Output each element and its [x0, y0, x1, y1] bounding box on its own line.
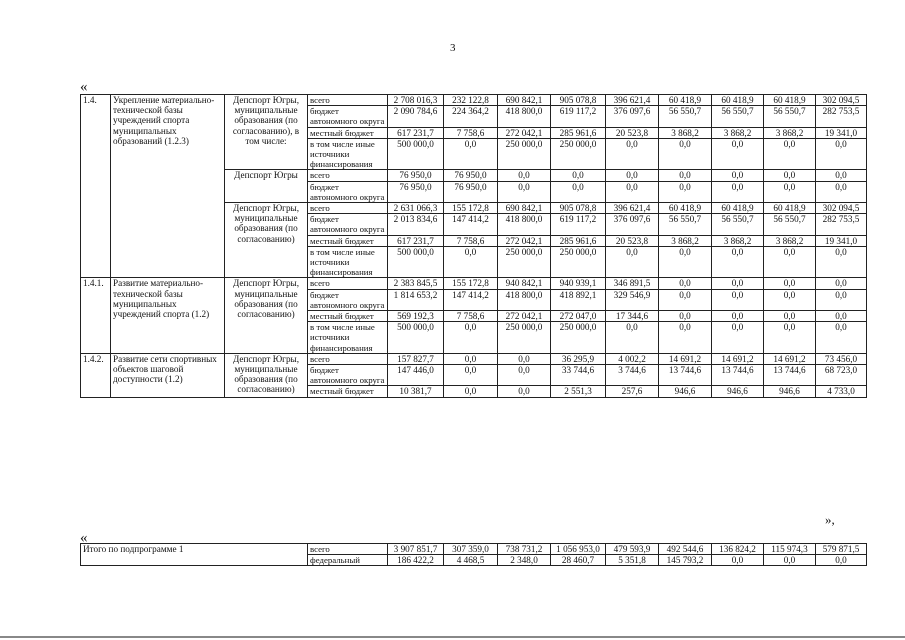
amount-cell: 257,6 [606, 386, 659, 397]
amount-cell: 14 691,2 [764, 353, 816, 364]
amount-cell: 0,0 [498, 353, 551, 364]
amount-cell: 500 000,0 [388, 138, 444, 170]
amount-cell: 0,0 [764, 555, 816, 566]
amount-cell: 302 094,5 [816, 203, 867, 214]
funding-source: всего [308, 278, 388, 289]
amount-cell: 396 621,4 [606, 203, 659, 214]
funding-source: федеральный [308, 555, 388, 566]
item-code: 1.4.2. [81, 353, 111, 397]
amount-cell: 147 414,2 [444, 214, 498, 235]
amount-cell: 0,0 [659, 322, 712, 354]
amount-cell: 617 231,7 [388, 127, 444, 138]
amount-cell: 56 550,7 [764, 106, 816, 127]
amount-cell: 19 341,0 [816, 235, 867, 246]
amount-cell: 0,0 [712, 181, 764, 202]
amount-cell: 0,0 [444, 138, 498, 170]
amount-cell: 250 000,0 [498, 322, 551, 354]
amount-cell: 2 708 016,3 [388, 95, 444, 106]
amount-cell: 250 000,0 [498, 246, 551, 278]
amount-cell: 0,0 [712, 278, 764, 289]
program-funding-table [80, 94, 867, 398]
amount-cell: 0,0 [659, 246, 712, 278]
amount-cell: 569 192,3 [388, 311, 444, 322]
amount-cell: 479 593,9 [606, 544, 659, 555]
amount-cell: 13 744,6 [659, 365, 712, 386]
opening-quote-mark-2: « [80, 530, 88, 546]
funding-source: всего [308, 203, 388, 214]
amount-cell: 2 631 066,3 [388, 203, 444, 214]
amount-cell: 20 523,8 [606, 127, 659, 138]
amount-cell: 285 961,6 [551, 235, 606, 246]
amount-cell: 2 013 834,6 [388, 214, 444, 235]
amount-cell: 1 814 653,2 [388, 289, 444, 310]
amount-cell: 0,0 [764, 246, 816, 278]
amount-cell: 4 002,2 [606, 353, 659, 364]
amount-cell: 147 414,2 [444, 289, 498, 310]
item-name: Укрепление материально-технической базы учреждений спорта муниципальных образований (1.2.3) [111, 95, 225, 278]
amount-cell: 3 907 851,7 [388, 544, 444, 555]
amount-cell: 376 097,6 [606, 214, 659, 235]
amount-cell: 329 546,9 [606, 289, 659, 310]
executor-cell: Депспорт Югры, муниципальные образования (по согласованию) [225, 203, 308, 278]
amount-cell: 905 078,8 [551, 95, 606, 106]
amount-cell: 0,0 [816, 181, 867, 202]
amount-cell: 147 446,0 [388, 365, 444, 386]
amount-cell: 940 842,1 [498, 278, 551, 289]
amount-cell: 19 341,0 [816, 127, 867, 138]
amount-cell: 282 753,5 [816, 106, 867, 127]
amount-cell: 0,0 [444, 386, 498, 397]
funding-source: бюджет автономного округа [308, 365, 388, 386]
amount-cell: 76 950,0 [444, 170, 498, 181]
amount-cell: 3 868,2 [764, 235, 816, 246]
amount-cell: 73 456,0 [816, 353, 867, 364]
amount-cell: 250 000,0 [551, 246, 606, 278]
amount-cell: 285 961,6 [551, 127, 606, 138]
amount-cell: 0,0 [816, 555, 867, 566]
amount-cell: 7 758,6 [444, 235, 498, 246]
amount-cell: 0,0 [551, 181, 606, 202]
amount-cell: 20 523,8 [606, 235, 659, 246]
page-number: 3 [450, 42, 456, 54]
amount-cell: 690 842,1 [498, 95, 551, 106]
amount-cell: 0,0 [444, 246, 498, 278]
amount-cell: 0,0 [764, 278, 816, 289]
amount-cell: 2 090 784,6 [388, 106, 444, 127]
amount-cell: 155 172,8 [444, 203, 498, 214]
funding-source: местный бюджет [308, 311, 388, 322]
amount-cell: 619 117,2 [551, 214, 606, 235]
amount-cell: 302 094,5 [816, 95, 867, 106]
amount-cell: 0,0 [764, 181, 816, 202]
amount-cell: 224 364,2 [444, 106, 498, 127]
amount-cell: 14 691,2 [712, 353, 764, 364]
amount-cell: 68 723,0 [816, 365, 867, 386]
amount-cell: 60 418,9 [764, 203, 816, 214]
amount-cell: 0,0 [659, 181, 712, 202]
item-code: 1.4.1. [81, 278, 111, 353]
amount-cell: 2 551,3 [551, 386, 606, 397]
closing-quote-mark: », [825, 512, 835, 527]
amount-cell: 14 691,2 [659, 353, 712, 364]
amount-cell: 0,0 [764, 311, 816, 322]
amount-cell: 3 868,2 [659, 127, 712, 138]
funding-source: всего [308, 353, 388, 364]
funding-source: бюджет автономного округа [308, 214, 388, 235]
amount-cell: 0,0 [712, 138, 764, 170]
amount-cell: 738 731,2 [498, 544, 551, 555]
amount-cell: 0,0 [712, 170, 764, 181]
amount-cell: 500 000,0 [388, 246, 444, 278]
executor-cell: Депспорт Югры, муниципальные образования (по согласованию) [225, 278, 308, 353]
amount-cell: 272 042,1 [498, 127, 551, 138]
amount-cell: 0,0 [712, 322, 764, 354]
amount-cell: 272 042,1 [498, 235, 551, 246]
item-code: 1.4. [81, 95, 111, 278]
amount-cell: 0,0 [816, 311, 867, 322]
amount-cell: 0,0 [606, 246, 659, 278]
amount-cell: 619 117,2 [551, 106, 606, 127]
amount-cell: 4 468,5 [444, 555, 498, 566]
amount-cell: 418 892,1 [551, 289, 606, 310]
amount-cell: 0,0 [816, 322, 867, 354]
amount-cell: 186 422,2 [388, 555, 444, 566]
executor-cell: Депспорт Югры, муниципальные образования (по согласованию) [225, 353, 308, 397]
amount-cell: 145 793,2 [659, 555, 712, 566]
amount-cell: 0,0 [816, 138, 867, 170]
amount-cell: 0,0 [712, 289, 764, 310]
amount-cell: 56 550,7 [712, 106, 764, 127]
amount-cell: 10 381,7 [388, 386, 444, 397]
amount-cell: 17 344,6 [606, 311, 659, 322]
amount-cell: 5 351,8 [606, 555, 659, 566]
scan-edge-line [0, 636, 905, 638]
amount-cell: 905 078,8 [551, 203, 606, 214]
funding-source: бюджет автономного округа [308, 289, 388, 310]
amount-cell: 1 056 953,0 [551, 544, 606, 555]
amount-cell: 7 758,6 [444, 127, 498, 138]
amount-cell: 250 000,0 [551, 138, 606, 170]
amount-cell: 272 047,0 [551, 311, 606, 322]
amount-cell: 0,0 [712, 555, 764, 566]
funding-source: местный бюджет [308, 235, 388, 246]
funding-source: бюджет автономного округа [308, 181, 388, 202]
amount-cell: 0,0 [659, 170, 712, 181]
amount-cell: 56 550,7 [712, 214, 764, 235]
amount-cell: 0,0 [498, 365, 551, 386]
funding-source: в том числе иные источники финансирования [308, 246, 388, 278]
amount-cell: 2 383 845,5 [388, 278, 444, 289]
amount-cell: 0,0 [712, 246, 764, 278]
opening-quote-mark: « [80, 79, 88, 95]
amount-cell: 60 418,9 [659, 203, 712, 214]
amount-cell: 946,6 [659, 386, 712, 397]
amount-cell: 396 621,4 [606, 95, 659, 106]
amount-cell: 155 172,8 [444, 278, 498, 289]
amount-cell: 2 348,0 [498, 555, 551, 566]
table-row [81, 544, 867, 555]
amount-cell: 0,0 [764, 322, 816, 354]
funding-source: местный бюджет [308, 386, 388, 397]
amount-cell: 60 418,9 [712, 95, 764, 106]
funding-source: местный бюджет [308, 127, 388, 138]
table-row [81, 353, 867, 364]
amount-cell: 13 744,6 [764, 365, 816, 386]
funding-source: в том числе иные источники финансирования [308, 322, 388, 354]
amount-cell: 157 827,7 [388, 353, 444, 364]
amount-cell: 76 950,0 [388, 181, 444, 202]
executor-cell: Депспорт Югры [225, 170, 308, 203]
amount-cell: 0,0 [764, 289, 816, 310]
amount-cell: 0,0 [444, 353, 498, 364]
total-title: Итого по подпрограмме 1 [81, 544, 308, 566]
amount-cell: 579 871,5 [816, 544, 867, 555]
amount-cell: 0,0 [659, 138, 712, 170]
amount-cell: 36 295,9 [551, 353, 606, 364]
item-name: Развитие сети спортивных объектов шаговой доступности (1.2) [111, 353, 225, 397]
amount-cell: 115 974,3 [764, 544, 816, 555]
amount-cell: 3 868,2 [712, 127, 764, 138]
table-row [81, 95, 867, 106]
amount-cell: 307 359,0 [444, 544, 498, 555]
item-name: Развитие материально-технической базы муниципальных учреждений спорта (1.2) [111, 278, 225, 353]
amount-cell: 76 950,0 [444, 181, 498, 202]
amount-cell: 0,0 [606, 181, 659, 202]
amount-cell: 3 868,2 [764, 127, 816, 138]
amount-cell: 617 231,7 [388, 235, 444, 246]
amount-cell: 7 758,6 [444, 311, 498, 322]
amount-cell: 0,0 [444, 322, 498, 354]
amount-cell: 28 460,7 [551, 555, 606, 566]
funding-source: всего [308, 170, 388, 181]
amount-cell: 0,0 [816, 170, 867, 181]
amount-cell: 0,0 [816, 289, 867, 310]
amount-cell: 346 891,5 [606, 278, 659, 289]
amount-cell: 946,6 [764, 386, 816, 397]
amount-cell: 13 744,6 [712, 365, 764, 386]
amount-cell: 0,0 [498, 170, 551, 181]
amount-cell: 0,0 [444, 365, 498, 386]
amount-cell: 60 418,9 [712, 203, 764, 214]
amount-cell: 500 000,0 [388, 322, 444, 354]
amount-cell: 3 868,2 [659, 235, 712, 246]
amount-cell: 0,0 [764, 170, 816, 181]
amount-cell: 0,0 [816, 278, 867, 289]
executor-cell: Депспорт Югры, муниципальные образования (по согласованию), в том числе: [225, 95, 308, 170]
amount-cell: 56 550,7 [659, 214, 712, 235]
amount-cell: 56 550,7 [659, 106, 712, 127]
amount-cell: 0,0 [606, 322, 659, 354]
amount-cell: 56 550,7 [764, 214, 816, 235]
amount-cell: 0,0 [606, 170, 659, 181]
funding-source: бюджет автономного округа [308, 106, 388, 127]
subprogram-total-table [80, 543, 867, 566]
amount-cell: 60 418,9 [659, 95, 712, 106]
amount-cell: 492 544,6 [659, 544, 712, 555]
amount-cell: 0,0 [712, 311, 764, 322]
amount-cell: 0,0 [606, 138, 659, 170]
amount-cell: 0,0 [816, 246, 867, 278]
amount-cell: 418 800,0 [498, 289, 551, 310]
amount-cell: 136 824,2 [712, 544, 764, 555]
amount-cell: 0,0 [551, 170, 606, 181]
amount-cell: 418 800,0 [498, 106, 551, 127]
table-row [81, 278, 867, 289]
amount-cell: 0,0 [659, 289, 712, 310]
amount-cell: 272 042,1 [498, 311, 551, 322]
amount-cell: 0,0 [498, 181, 551, 202]
funding-source: всего [308, 544, 388, 555]
amount-cell: 250 000,0 [551, 322, 606, 354]
amount-cell: 4 733,0 [816, 386, 867, 397]
amount-cell: 3 744,6 [606, 365, 659, 386]
amount-cell: 250 000,0 [498, 138, 551, 170]
amount-cell: 0,0 [659, 278, 712, 289]
amount-cell: 0,0 [498, 386, 551, 397]
amount-cell: 946,6 [712, 386, 764, 397]
amount-cell: 3 868,2 [712, 235, 764, 246]
amount-cell: 690 842,1 [498, 203, 551, 214]
amount-cell: 0,0 [659, 311, 712, 322]
amount-cell: 376 097,6 [606, 106, 659, 127]
amount-cell: 60 418,9 [764, 95, 816, 106]
amount-cell: 76 950,0 [388, 170, 444, 181]
funding-source: в том числе иные источники финансирования [308, 138, 388, 170]
amount-cell: 282 753,5 [816, 214, 867, 235]
amount-cell: 0,0 [764, 138, 816, 170]
funding-source: всего [308, 95, 388, 106]
amount-cell: 418 800,0 [498, 214, 551, 235]
amount-cell: 940 939,1 [551, 278, 606, 289]
amount-cell: 33 744,6 [551, 365, 606, 386]
amount-cell: 232 122,8 [444, 95, 498, 106]
